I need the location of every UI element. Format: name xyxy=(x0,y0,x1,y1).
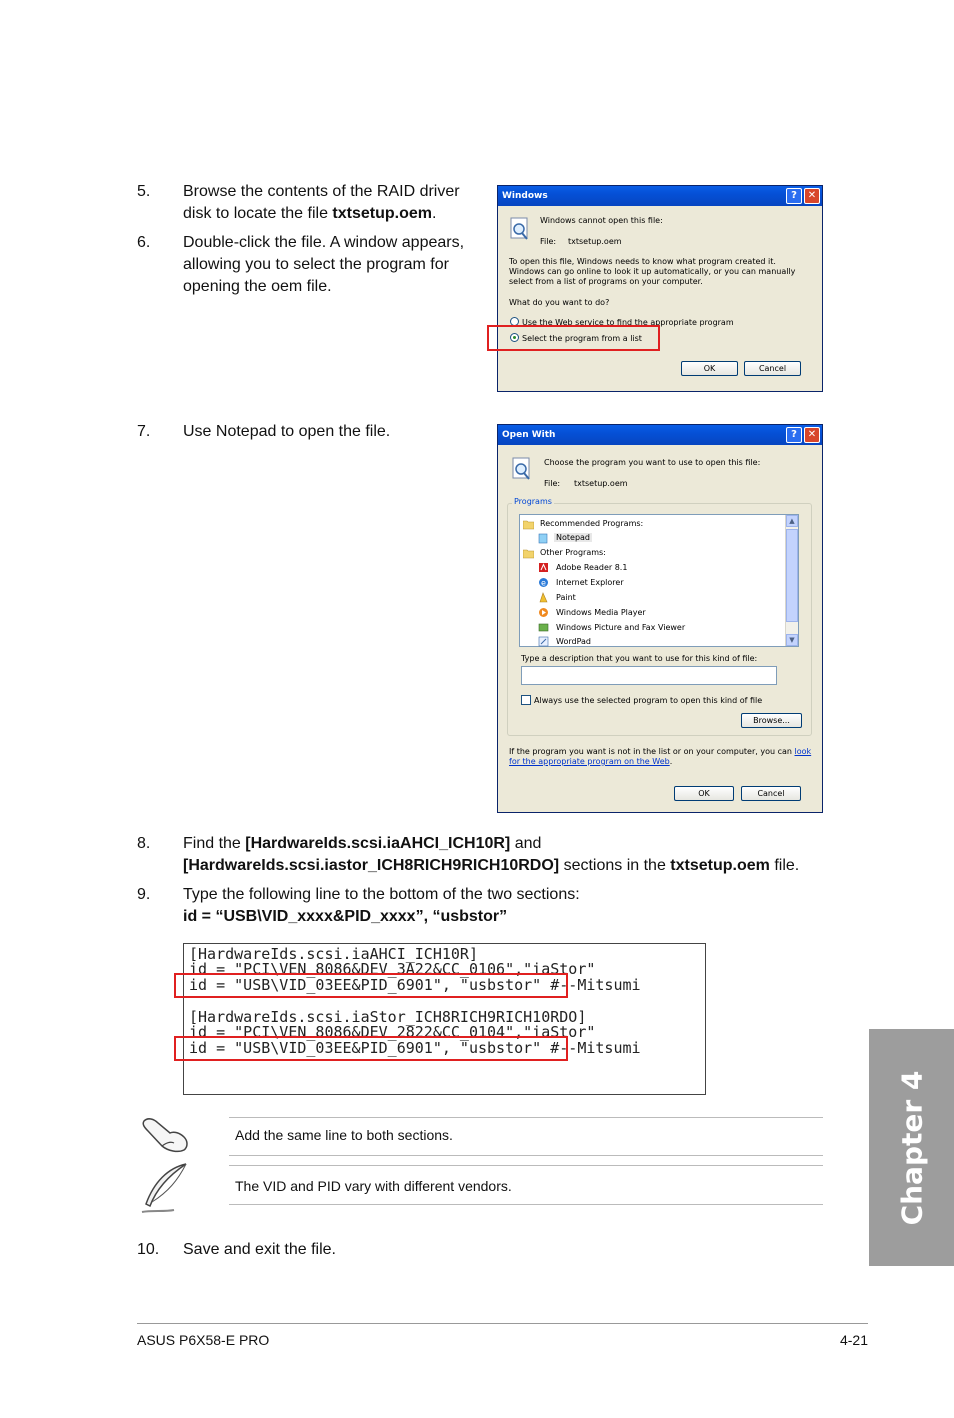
step-8-number: 8. xyxy=(137,835,151,852)
internet-explorer-icon xyxy=(538,577,549,588)
step-5-number: 5. xyxy=(137,183,151,200)
note-text: Add the same line to both sections. xyxy=(235,1127,453,1143)
step-10-text: Save and exit the file. xyxy=(183,1241,336,1258)
adobe-reader-icon xyxy=(538,562,549,573)
help-button[interactable]: ? xyxy=(786,188,802,204)
web-service-label: Use the Web service to find the appropriate program xyxy=(522,318,734,327)
code-line: id = "PCI\VEN_8086&DEV_2822&CC_0104","iaStor" xyxy=(189,1023,596,1041)
code-line: [HardwareIds.scsi.iaStor_ICH8RICH9RICH10RDO] xyxy=(189,1008,587,1026)
pointing-hand-icon xyxy=(140,1113,192,1155)
code-line: id = "PCI\VEN_8086&DEV_3A22&CC_0106","iaStor" xyxy=(189,960,596,978)
media-player-icon xyxy=(538,607,549,618)
chapter-label: Chapter 4 xyxy=(895,1070,928,1225)
dialog-title: Windows xyxy=(502,191,548,201)
cancel-button[interactable]: Cancel xyxy=(741,786,801,801)
help-button[interactable]: ? xyxy=(786,427,802,443)
note-divider xyxy=(229,1165,823,1166)
ok-button[interactable]: OK xyxy=(681,361,738,376)
programs-group-label: Programs xyxy=(514,497,552,506)
notepad-code-snippet xyxy=(183,943,706,1095)
step-5-text: Browse the contents of the RAID driver disk to locate the file txtsetup.oem. xyxy=(183,183,460,222)
dialog-title-bar xyxy=(498,186,822,206)
programs-list[interactable] xyxy=(519,514,799,647)
step-7-number: 7. xyxy=(137,423,151,440)
close-button[interactable]: ✕ xyxy=(804,188,820,204)
ok-button[interactable]: OK xyxy=(674,786,734,801)
file-label: File: xyxy=(540,237,557,246)
file-name: txtsetup.oem xyxy=(568,237,622,246)
always-use-checkbox[interactable] xyxy=(521,695,531,705)
scroll-up-icon[interactable]: ▲ xyxy=(786,515,798,527)
file-search-icon xyxy=(508,216,532,242)
description-input[interactable] xyxy=(521,666,777,685)
step-6-number: 6. xyxy=(137,234,151,251)
step-7-text: Use Notepad to open the file. xyxy=(183,423,391,440)
program-adobe-reader[interactable]: Adobe Reader 8.1 xyxy=(556,563,628,572)
scroll-thumb[interactable] xyxy=(786,529,798,622)
cannot-open-message: Windows cannot open this file: xyxy=(540,216,663,225)
browse-button[interactable]: Browse... xyxy=(741,713,802,728)
step-9-number: 9. xyxy=(137,886,151,903)
program-paint[interactable]: Paint xyxy=(556,593,576,602)
select-from-list-label: Select the program from a list xyxy=(522,334,642,343)
program-notepad[interactable]: Notepad xyxy=(556,533,590,542)
code-line: id = "USB\VID_03EE&PID_6901", "usbstor" #--Mitsumi xyxy=(189,1039,641,1057)
file-label: File: xyxy=(544,479,561,488)
footer-product-name: ASUS P6X58-E PRO xyxy=(137,1332,270,1348)
program-wordpad[interactable]: WordPad xyxy=(556,637,592,646)
question-text: What do you want to do? xyxy=(509,298,610,307)
picture-viewer-icon xyxy=(538,622,549,633)
step-10-number: 10. xyxy=(137,1241,160,1258)
feather-pen-icon xyxy=(138,1160,190,1216)
note-divider xyxy=(229,1117,823,1118)
other-programs-label: Other Programs: xyxy=(540,548,606,557)
step-6-text: Double-click the file. A window appears, allowing you to select the program for opening the oem file. xyxy=(183,234,465,295)
note-divider xyxy=(229,1204,823,1205)
id-line-example: id = “USB\VID_xxxx&PID_xxxx”, “usbstor” xyxy=(183,908,508,925)
look-on-web-link[interactable]: look for the appropriate program on the Web xyxy=(509,747,812,766)
notepad-icon xyxy=(538,533,549,544)
folder-icon xyxy=(523,548,534,559)
always-use-label: Always use the selected program to open this kind of file xyxy=(534,696,763,705)
highlight-box xyxy=(487,325,660,351)
list-scrollbar[interactable] xyxy=(785,515,798,646)
highlight-box xyxy=(174,973,568,998)
program-picture-fax-viewer[interactable]: Windows Picture and Fax Viewer xyxy=(556,623,686,632)
scroll-down-icon[interactable]: ▼ xyxy=(786,634,798,646)
note-divider xyxy=(229,1155,823,1156)
wordpad-icon xyxy=(538,636,549,647)
description-label: Type a description that you want to use for this kind of file: xyxy=(521,654,758,663)
note-text: The VID and PID vary with different vendors. xyxy=(235,1178,512,1194)
not-in-list-text: If the program you want is not in the list or on your computer, you can look for the appropriate program on the Web. xyxy=(509,747,812,766)
program-internet-explorer[interactable]: Internet Explorer xyxy=(556,578,624,587)
open-with-dialog xyxy=(497,424,823,813)
step-8-text: Find the [HardwareIds.scsi.iaAHCI_ICH10R] and [HardwareIds.scsi.iastor_ICH8RICH9RICH10RDO] sections in the txtsetup.oem file. xyxy=(183,835,800,874)
recommended-programs-label: Recommended Programs: xyxy=(540,519,644,528)
code-line: id = "USB\VID_03EE&PID_6901", "usbstor" #--Mitsumi xyxy=(189,976,641,994)
close-button[interactable]: ✕ xyxy=(804,427,820,443)
paint-icon xyxy=(538,592,549,603)
dialog-title-bar xyxy=(498,425,822,445)
explanation-text: To open this file, Windows needs to know what program created it. Windows can go online to look it up automatically, or you can manually select from a list of programs on your computer. xyxy=(509,257,796,286)
choose-program-prompt: Choose the program you want to use to open this file: xyxy=(544,458,761,467)
dialog-title: Open With xyxy=(502,430,556,440)
svg-text:e: e xyxy=(541,578,546,588)
highlight-box xyxy=(174,1036,568,1061)
code-line: [HardwareIds.scsi.iaAHCI_ICH10R] xyxy=(189,945,478,963)
footer-divider xyxy=(137,1323,868,1324)
folder-icon xyxy=(523,519,534,530)
windows-dialog xyxy=(497,185,823,392)
cancel-button[interactable]: Cancel xyxy=(744,361,801,376)
file-name: txtsetup.oem xyxy=(574,479,628,488)
footer-page-number: 4-21 xyxy=(839,1332,868,1348)
file-search-icon xyxy=(510,456,534,482)
step-9-text: Type the following line to the bottom of the two sections: id = “USB\VID_xxxx&PID_xxxx”, “usbstor” xyxy=(183,886,580,925)
program-windows-media-player[interactable]: Windows Media Player xyxy=(556,608,646,617)
chapter-tab xyxy=(869,1029,954,1266)
